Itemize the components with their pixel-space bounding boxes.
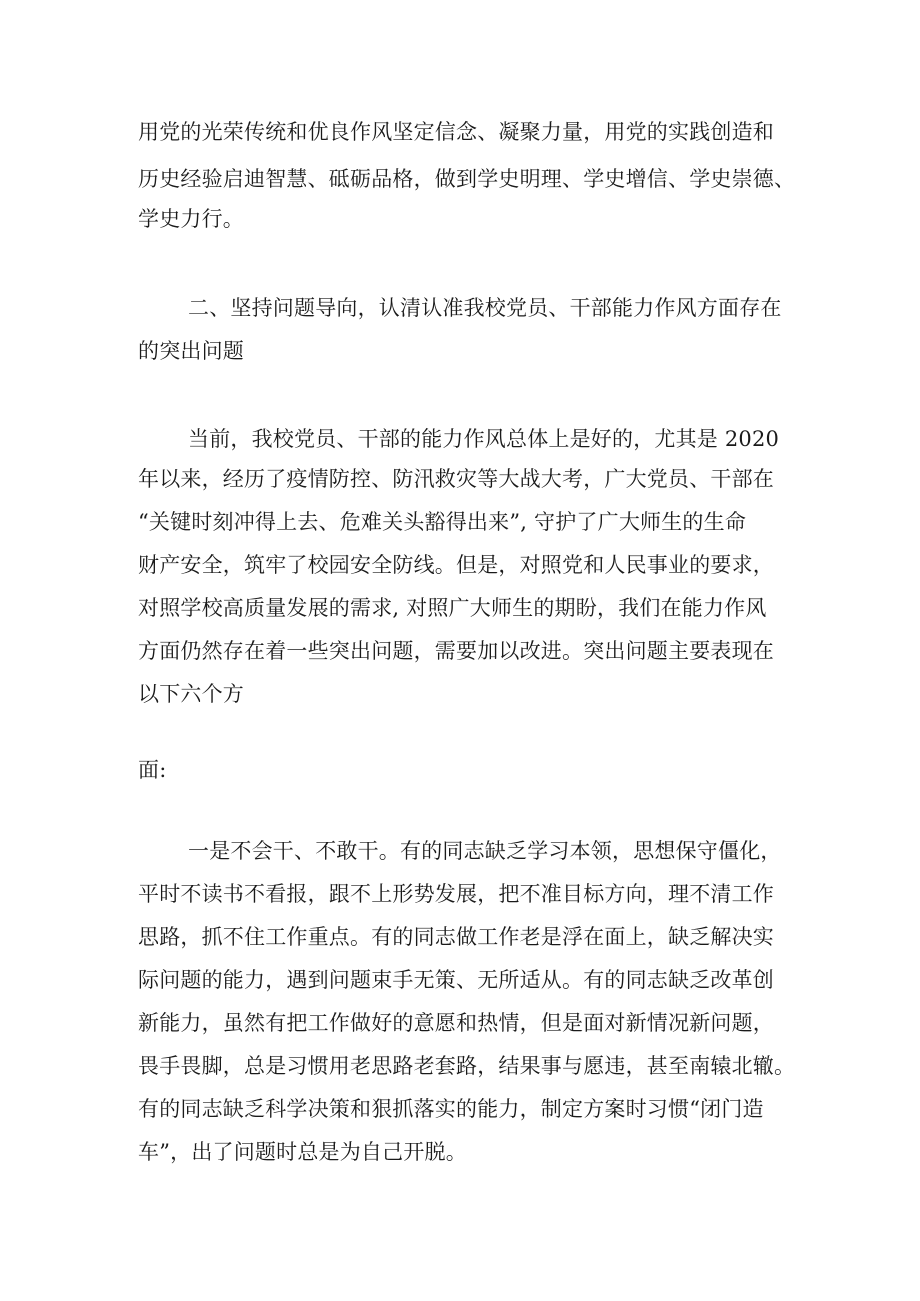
text-line: 新能力，虽然有把工作做好的意愿和热情，但是面对新情况新问题，	[138, 1011, 774, 1035]
text-line: 当前，我校党员、干部的能力作风总体上是好的，尤其是 2020	[188, 427, 780, 451]
text-line: 际问题的能力，遇到问题束手无策、无所适从。有的同志缺乏改革创	[138, 968, 774, 992]
text-line: “关键时刻冲得上去、危难关头豁得出来”, 守护了广大师生的生命	[138, 510, 747, 534]
text-line: 方面仍然存在着一些突出问题，需要加以改进。突出问题主要表现在	[138, 639, 774, 663]
text-line: 对照学校高质量发展的需求, 对照广大师生的期盼，我们在能力作风	[138, 596, 767, 620]
text-line: 有的同志缺乏科学决策和狠抓落实的能力，制定方案时习惯“闭门造	[138, 1097, 764, 1121]
text-line: 车”，出了问题时总是为自己开脱。	[138, 1140, 467, 1164]
text-line: 年以来，经历了疫情防控、防汛救灾等大战大考，广大党员、干部在	[138, 467, 774, 491]
text-line: 学史力行。	[138, 207, 244, 231]
text-line: 财产安全，筑牢了校园安全防线。但是，对照党和人民事业的要求，	[138, 553, 774, 577]
heading-line: 的突出问题	[138, 339, 244, 363]
text-line: 面:	[138, 758, 167, 782]
text-line: 历史经验启迪智慧、砥砺品格，做到学史明理、学史增信、学史崇德、	[138, 167, 796, 191]
text-line: 畏手畏脚，总是习惯用老思路老套路，结果事与愿违，甚至南辕北辙。	[138, 1054, 796, 1078]
text-line: 思路，抓不住工作重点。有的同志做工作老是浮在面上，缺乏解决实	[138, 925, 774, 949]
text-line: 平时不读书不看报，跟不上形势发展，把不准目标方向，理不清工作	[138, 882, 774, 906]
text-line: 用党的光荣传统和优良作风坚定信念、凝聚力量，用党的实践创造和	[138, 120, 774, 144]
text-line: 一是不会干、不敢干。有的同志缺乏学习本领，思想保守僵化，	[188, 839, 782, 863]
text-line: 以下六个方	[138, 682, 244, 706]
heading-line: 二、坚持问题导向，认清认准我校党员、干部能力作风方面存在	[188, 296, 782, 320]
